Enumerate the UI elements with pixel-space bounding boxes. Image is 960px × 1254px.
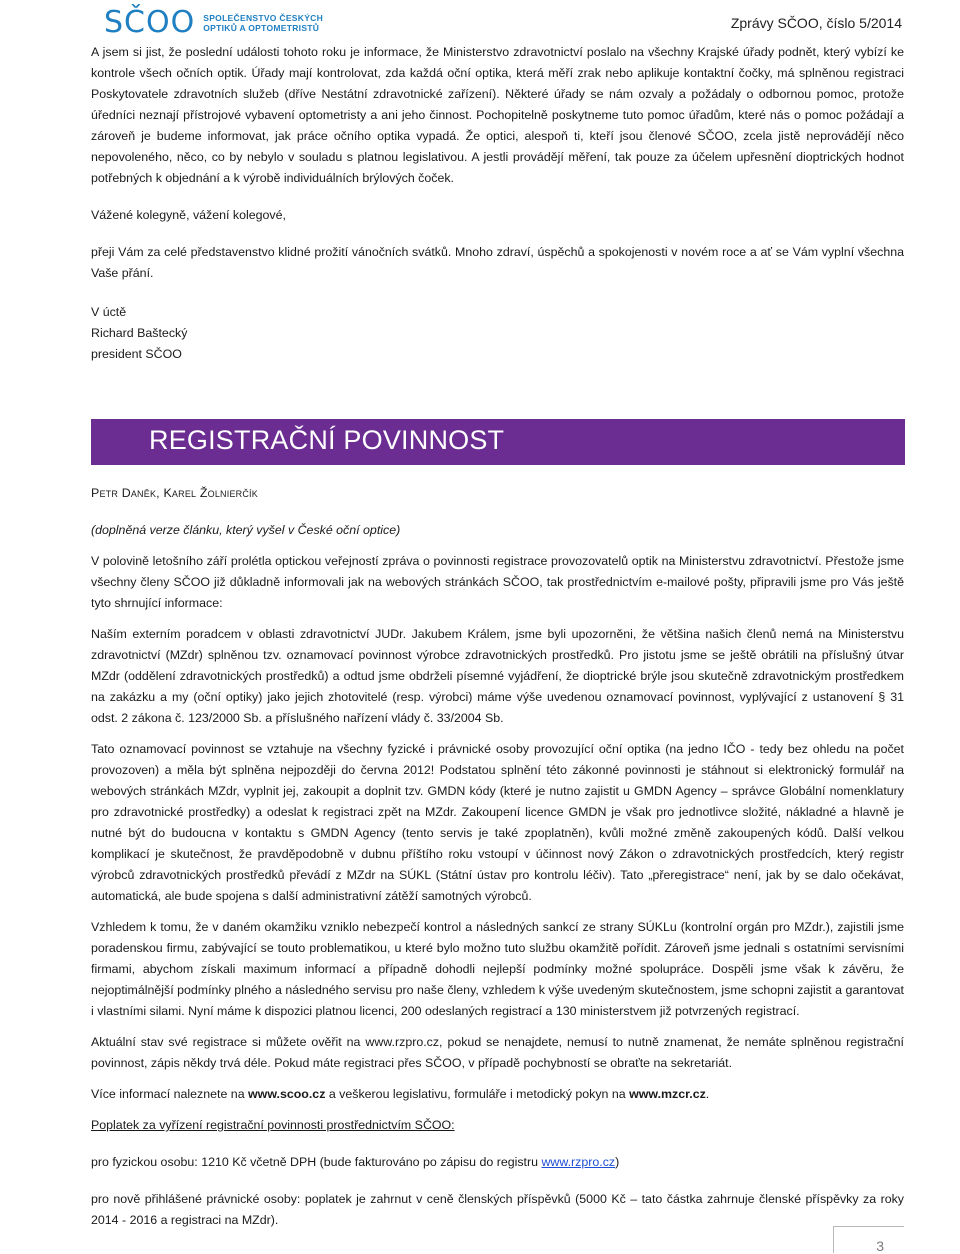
signature-name: Richard Baštecký (91, 326, 188, 340)
salutation: Vážené kolegyně, vážení kolegové, (91, 208, 286, 222)
article-note: (doplněná verze článku, který vyšel v České oční optice) (91, 523, 401, 537)
letter-paragraph-1: A jsem si jist, že poslední události tohoto roku je informace, že Ministerstvo zdravotnictví poslalo na všechny Krajské úřady podnět, který vybízí ke kontrole všech očních optik. Úřady mají kontrolovat, zda každá oční optika, která měří zrak nebo aplikuje kontaktní čočky, má splněnou registraci Poskytovatele zdravotních služeb (dříve Nestátní zdravotnické zařízení). Některé úřady se nám ozvaly a požádaly o odbornou pomoc, protože úředníci neznají přístrojové vybavení optometristy a ani jeho činnost. Pochopitelně poskytneme tuto pomoc úřadům, které nás o pomoc požádají a zároveň je budeme informovat, jak práce očního optika vypadá. Že optici, alespoň ti, kteří jsou členové SČOO, zcela jistě neprovádějí něco nepovoleného, něco, co by nebylo v souladu s platnou legislativou. A jestli provádějí měření, tak pouze za účelem upřesnění dioptrických hodnot potřebných k objednání a k výrobě individuálních brýlových čoček. (91, 45, 904, 185)
article-paragraph-4: Vzhledem k tomu, že v daném okamžiku vzniklo nebezpečí kontrol a následných sankcí ze strany SÚKLu (kontrolní orgán pro MZdr.), zajistili jsme poradenskou firmu, zabývající se touto problematikou, u které bylo možno tuto službu okamžitě pořídit. Zároveň jsme jednali s ostatními servisními firmami, abychom získali maximum informací a případně dohodli nejlepší podmínky možné spolupráce. Dospěli jsme však k závěru, že nejoptimálnější podmínky plného a následného servisu pro naše členy, vzhledem k výše uvedeným skutečnostem, jsme schopni zajistit a garantovat i vlastními silami. Nyní máme k dispozici platnou licenci, 200 odeslaných registrací a 130 ministerstvem již potvrzených registrací. (91, 920, 904, 1018)
text-segment: ) (615, 1155, 620, 1169)
logo-line-2: OPTIKŮ A OPTOMETRISTŮ (203, 23, 320, 33)
wishes-paragraph: přeji Vám za celé představenstvo klidné prožití vánočních svátků. Mnoho zdraví, úspěchů a spokojenosti v novém roce a ať se Vám vyplní všechna Vaše přání. (91, 245, 904, 280)
mzcr-link[interactable]: www.mzcr.cz (629, 1087, 706, 1101)
article-authors: Petr Daněk, Karel Žolnierčík (91, 486, 258, 500)
text-segment: Více informací naleznete na (91, 1087, 249, 1101)
scoo-link[interactable]: www.scoo.cz (248, 1087, 326, 1101)
page-number-frame (833, 1226, 904, 1253)
closing-line-1: V úctě (91, 305, 127, 319)
page-header (0, 0, 960, 46)
text-segment: . (705, 1087, 710, 1101)
letter-section (91, 42, 904, 365)
article-paragraph-5: Aktuální stav své registrace si můžete ověřit na www.rzpro.cz, pokud se nenajdete, nemusí to nutně znamenat, že nemáte splněnou registrační povinnost, zápis někdy trvá déle. Pokud máte registraci přes SČOO, v případě pochybností se obraťte na sekretariát. (91, 1035, 904, 1070)
issue-label: Zprávy SČOO, číslo 5/2014 (730, 15, 902, 31)
article-paragraph-6 (91, 1084, 904, 1105)
rzpro-link[interactable]: www.rzpro.cz (541, 1155, 616, 1169)
fee-heading: Poplatek za vyřízení registrační povinnosti prostřednictvím SČOO: (91, 1118, 455, 1132)
signature-title: president SČOO (91, 347, 182, 361)
logo-text (203, 13, 323, 33)
fee-individual (91, 1152, 904, 1173)
scoo-logo (104, 6, 323, 40)
article-title: REGISTRAČNÍ POVINNOST (149, 425, 505, 455)
fee-legal-entity: pro nově přihlášené právnické osoby: poplatek je zahrnut v ceně členských příspěvků (5000 Kč – tato částka zahrnuje členské příspěvky za roky 2014 - 2016 a registraci na MZdr). (91, 1192, 904, 1227)
article-paragraph-3: Tato oznamovací povinnost se vztahuje na všechny fyzické i právnické osoby provozující oční optika (na jedno IČO - tedy bez ohledu na počet provozoven) a měla být splněna nejpozději do června 2012! Podstatou splnění této zákonné povinnosti je stáhnout si elektronický formulář na webových stránkách MZdr, vyplnit jej, zakoupit a doplnit tzv. GMDN kódy (které je nutno zajistit u GMDN Agency – správce Globální nomenklatury pro zdravotnické prostředky) a odeslat k registraci zpět na MZdr. Zakoupení licence GMDN je však pro jednotlivce složité, nákladné a hlavně je nutné být do budoucna v kontaktu s GMDN Agency (tento servis je také zpoplatněn), kvůli možné změně zakoupených kódů. Další velkou komplikací je skutečnost, že pravděpodobně v dubnu příštího roku vstoupí v účinnost nový Zákon o zdravotnických prostředcích, který registr výrobců zdravotnických prostředků převádí z MZdr na SÚKL (Státní ústav pro kontrolu léčiv). Tato „přeregistrace“ není, jak by se dalo očekávat, automatická, ale bude spojena s další administrativní zátěží samotných výrobců. (91, 742, 904, 903)
article-body (91, 520, 904, 1231)
article-paragraph-2: Naším externím poradcem v oblasti zdravotnictví JUDr. Jakubem Králem, jsme byli upozorněni, že většina našich členů nemá na Ministerstvu zdravotnictví (MZdr) splněnou tzv. oznamovací povinnost výrobce zdravotnických prostředků. Pro jistotu jsme se ještě obrátili na příslušný útvar MZdr (oddělení zdravotnických prostředků) a odtud jsme obdrželi písemné vyjádření, že dioptrické brýle jsou skutečně zdravotnickým prostředkem na zakázku a my (oční optiky) jako jejich zhotovitelé (resp. výrobci) máme výše uvedenou oznamovací povinnost, vyplývající z ustanovení § 31 odst. 2 zákona č. 123/2000 Sb. a příslušného nařízení vlády č. 33/2004 Sb. (91, 627, 904, 725)
article-banner (91, 419, 905, 465)
logo-line-1: SPOLEČENSTVO ČESKÝCH (203, 13, 324, 23)
page-number: 3 (876, 1238, 884, 1254)
text-segment: pro fyzickou osobu: 1210 Kč včetně DPH (bude fakturováno po zápisu do registru (91, 1155, 542, 1169)
article-paragraph-1: V polovině letošního září prolétla optickou veřejností zpráva o povinnosti registrace provozovatelů optik na Ministerstvu zdravotnictví. Přestože jsme všechny členy SČOO již důkladně informovali jak na webových stránkách SČOO, tak prostřednictvím e-mailové pošty, připravili jsme pro Vás ještě tyto shrnující informace: (91, 554, 904, 610)
logo-mark: SČOO (104, 5, 196, 40)
text-segment: a veškerou legislativu, formuláře i metodický pokyn na (325, 1087, 630, 1101)
